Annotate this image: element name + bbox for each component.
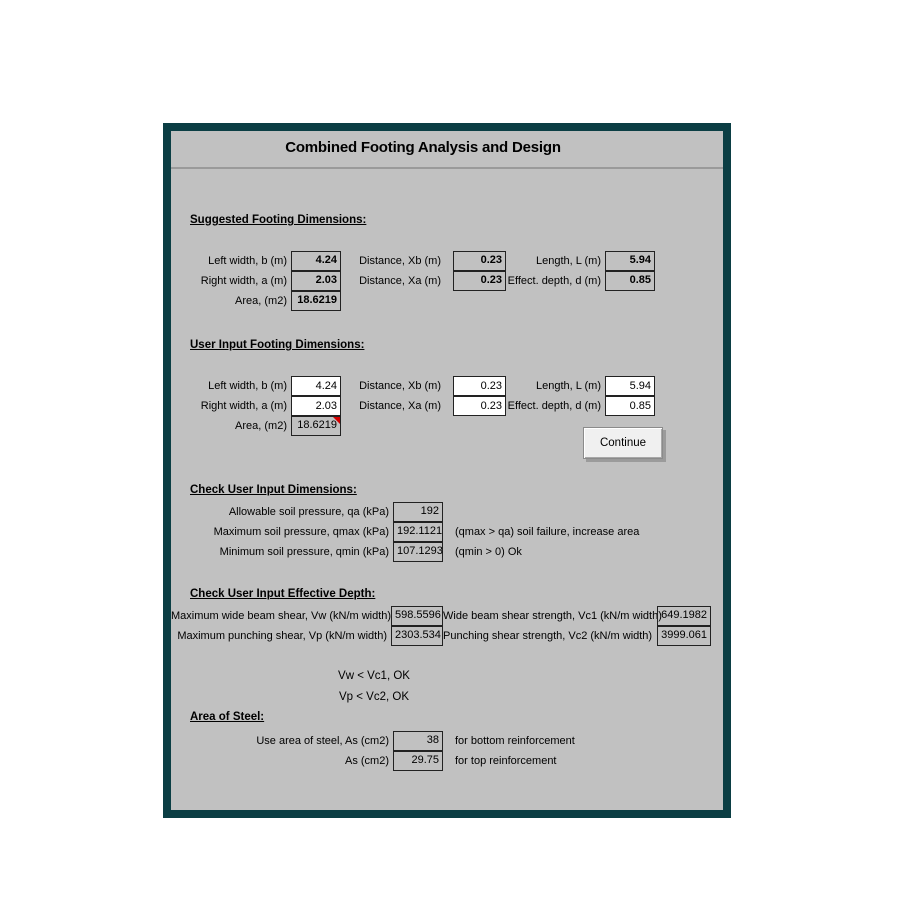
continue-button[interactable]: Continue xyxy=(583,427,663,459)
vw-label: Maximum wide beam shear, Vw (kN/m width) xyxy=(171,610,392,622)
qmin-note: (qmin > 0) Ok xyxy=(455,546,522,558)
vc2-value: 3999.061 xyxy=(657,626,711,646)
qmin-value: 107.1293 xyxy=(393,542,443,562)
vc1-value: 649.1982 xyxy=(657,606,711,626)
user-input-heading: User Input Footing Dimensions: xyxy=(190,339,365,351)
input-right-width-label: Right width, a (m) xyxy=(200,400,287,412)
qmin-label: Minimum soil pressure, qmin (kPa) xyxy=(219,546,389,558)
vp-label: Maximum punching shear, Vp (kN/m width) xyxy=(177,630,387,642)
punching-check-result: Vp < Vc2, OK xyxy=(339,691,409,703)
input-eff-depth-label: Effect. depth, d (m) xyxy=(507,400,601,412)
suggested-area-label: Area, (m2) xyxy=(235,295,287,307)
vc1-label: Wide beam shear strength, Vc1 (kN/m width) xyxy=(443,610,662,622)
user-area-label: Area, (m2) xyxy=(235,420,287,432)
suggested-eff-depth-label: Effect. depth, d (m) xyxy=(507,275,601,287)
suggested-right-width-label: Right width, a (m) xyxy=(200,275,287,287)
suggested-length-value: 5.94 xyxy=(605,251,655,271)
steel-top-value: 29.75 xyxy=(393,751,443,771)
input-length[interactable] xyxy=(605,376,655,396)
suggested-heading: Suggested Footing Dimensions: xyxy=(190,214,367,226)
suggested-length-label: Length, L (m) xyxy=(535,255,601,267)
input-eff-depth[interactable] xyxy=(605,396,655,416)
qa-value: 192 xyxy=(393,502,443,522)
user-input-row-2 xyxy=(171,396,723,416)
steel-top-label: As (cm2) xyxy=(345,755,389,767)
suggested-row-1 xyxy=(171,251,723,271)
suggested-dist-xb-label: Distance, Xb (m) xyxy=(359,255,441,267)
input-right-width[interactable] xyxy=(291,396,341,416)
vw-value: 598.5596 xyxy=(391,606,443,626)
suggested-row-2 xyxy=(171,271,723,291)
qmin-row xyxy=(171,542,723,562)
comment-marker-icon xyxy=(333,417,340,424)
qmax-label: Maximum soil pressure, qmax (kPa) xyxy=(213,526,389,538)
steel-bottom-row xyxy=(171,731,723,751)
title-divider xyxy=(171,167,723,169)
input-dist-xb[interactable] xyxy=(453,376,506,396)
input-left-width-label: Left width, b (m) xyxy=(208,380,287,392)
suggested-left-width-label: Left width, b (m) xyxy=(208,255,287,267)
suggested-left-width-value: 4.24 xyxy=(291,251,341,271)
area-of-steel-heading: Area of Steel: xyxy=(190,711,265,723)
vc2-label: Punching shear strength, Vc2 (kN/m width) xyxy=(443,630,653,642)
qa-note xyxy=(443,502,455,522)
input-dist-xb-label: Distance, Xb (m) xyxy=(359,380,441,392)
suggested-dist-xb-value: 0.23 xyxy=(453,251,506,271)
steel-top-note: for top reinforcement xyxy=(455,755,557,767)
vp-value: 2303.534 xyxy=(391,626,443,646)
suggested-dist-xa-value: 0.23 xyxy=(453,271,506,291)
input-length-label: Length, L (m) xyxy=(535,380,601,392)
qmax-value: 192.1121 xyxy=(393,522,443,542)
wide-beam-check-result: Vw < Vc1, OK xyxy=(338,670,410,682)
input-dist-xa[interactable] xyxy=(453,396,506,416)
user-area-value-text: 18.6219 xyxy=(297,419,337,431)
input-dist-xa-label: Distance, Xa (m) xyxy=(359,400,441,412)
suggested-eff-depth-value: 0.85 xyxy=(605,271,655,291)
shear-row-1 xyxy=(171,606,723,626)
check-dimensions-heading: Check User Input Dimensions: xyxy=(190,484,357,496)
suggested-dist-xa-label: Distance, Xa (m) xyxy=(359,275,441,287)
qmax-note: (qmax > qa) soil failure, increase area xyxy=(455,526,640,538)
check-depth-heading: Check User Input Effective Depth: xyxy=(190,588,376,600)
user-area-value xyxy=(291,416,341,436)
steel-bottom-value: 38 xyxy=(393,731,443,751)
steel-top-row xyxy=(171,751,723,771)
steel-bottom-label: Use area of steel, As (cm2) xyxy=(256,735,389,747)
footing-dialog xyxy=(163,123,731,818)
suggested-right-width-value: 2.03 xyxy=(291,271,341,291)
suggested-area-value: 18.6219 xyxy=(291,291,341,311)
user-input-row-1 xyxy=(171,376,723,396)
suggested-row-3 xyxy=(171,291,723,311)
dialog-title: Combined Footing Analysis and Design xyxy=(285,139,561,156)
dialog-body xyxy=(171,131,723,810)
qa-row xyxy=(171,502,723,522)
shear-row-2 xyxy=(171,626,723,646)
qa-label: Allowable soil pressure, qa (kPa) xyxy=(228,506,389,518)
input-left-width[interactable] xyxy=(291,376,341,396)
steel-bottom-note: for bottom reinforcement xyxy=(455,735,575,747)
qmax-row xyxy=(171,522,723,542)
